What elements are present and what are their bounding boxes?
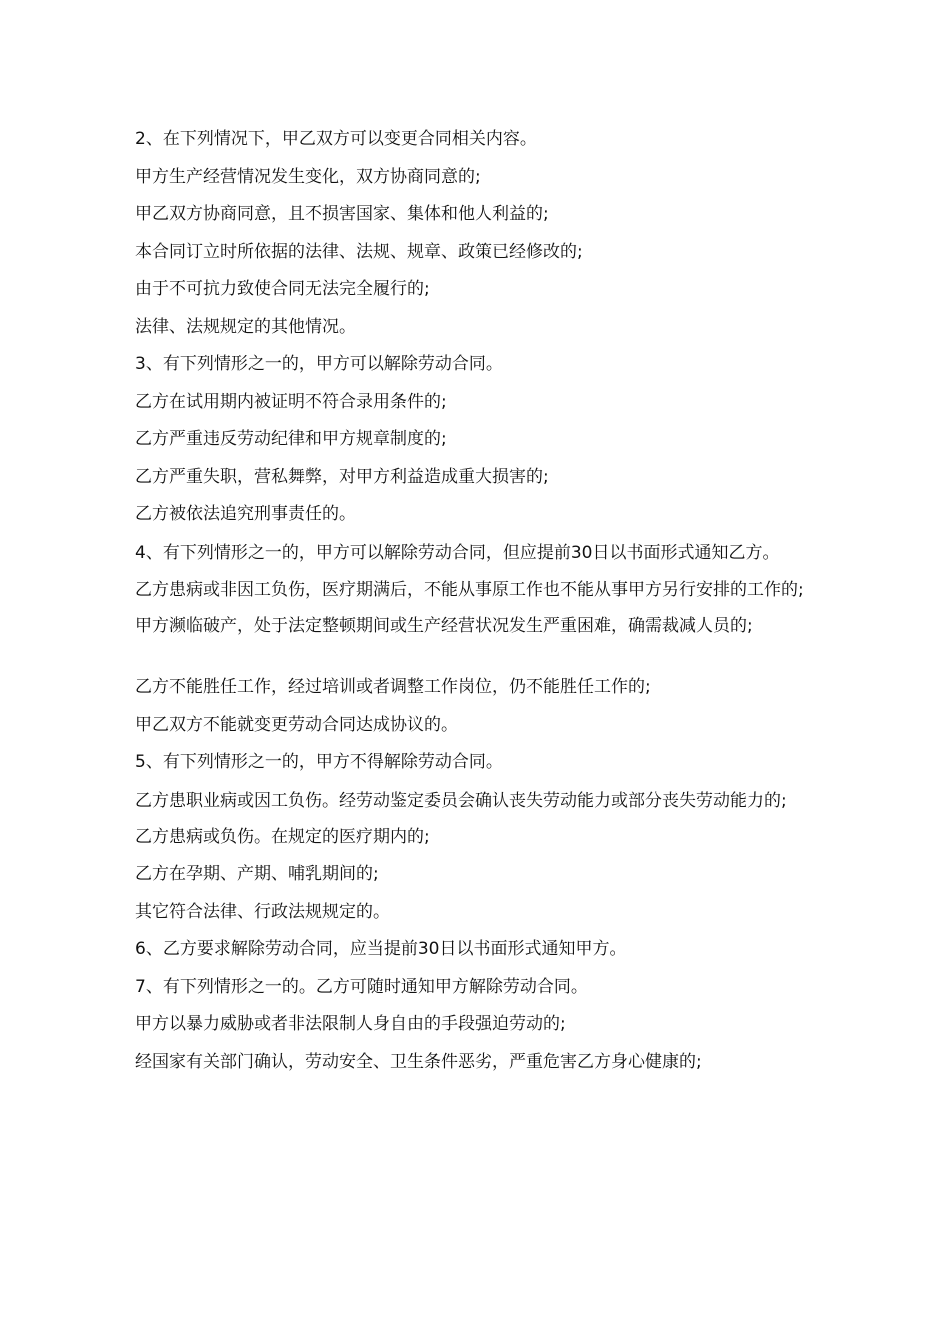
list-item: 乙方在孕期、产期、哺乳期间的; xyxy=(135,864,379,884)
list-item: 法律、法规规定的其他情况。 xyxy=(135,316,356,337)
list-item: 其它符合法律、行政法规规定的。 xyxy=(135,901,390,922)
list-item: 乙方患职业病或因工负伤。经劳动鉴定委员会确认丧失劳动能力或部分丧失劳动能力的; xyxy=(135,790,787,811)
clause-6-heading: 6、乙方要求解除劳动合同，应当提前30日以书面形式通知甲方。 xyxy=(135,939,627,959)
clause-7-heading: 7、有下列情形之一的。乙方可随时通知甲方解除劳动合同。 xyxy=(135,976,588,997)
clause-2-heading: 2、在下列情况下，甲乙双方可以变更合同相关内容。 xyxy=(135,129,537,149)
list-item: 甲乙双方协商同意，且不损害国家、集体和他人利益的; xyxy=(135,204,549,224)
clause-5-heading: 5、有下列情形之一的，甲方不得解除劳动合同。 xyxy=(135,752,503,772)
clause-4-heading: 4、有下列情形之一的，甲方可以解除劳动合同，但应提前30日以书面形式通知乙方。 xyxy=(135,542,780,563)
list-item: 乙方严重失职，营私舞弊，对甲方利益造成重大损害的; xyxy=(135,466,549,487)
list-item: 乙方在试用期内被证明不符合录用条件的; xyxy=(135,391,447,412)
paragraph-gap xyxy=(116,645,838,669)
list-item: 甲乙双方不能就变更劳动合同达成协议的。 xyxy=(135,714,458,735)
list-item: 乙方患病或非因工负伤，医疗期满后，不能从事原工作也不能从事甲方另行安排的工作的; xyxy=(135,579,804,600)
list-item: 乙方不能胜任工作，经过培训或者调整工作岗位，仍不能胜任工作的; xyxy=(135,677,651,697)
document-body xyxy=(116,121,838,1081)
list-item: 本合同订立时所依据的法律、法规、规章、政策已经修改的; xyxy=(135,241,583,262)
list-item: 由于不可抗力致使合同无法完全履行的; xyxy=(135,279,430,299)
list-item: 乙方被依法追究刑事责任的。 xyxy=(135,504,356,524)
list-item: 乙方严重违反劳动纪律和甲方规章制度的; xyxy=(135,429,447,449)
list-item: 甲方以暴力威胁或者非法限制人身自由的手段强迫劳动的; xyxy=(135,1014,566,1034)
list-item: 乙方患病或负伤。在规定的医疗期内的; xyxy=(135,826,430,847)
list-item: 甲方濒临破产，处于法定整顿期间或生产经营状况发生严重困难，确需裁减人员的; xyxy=(135,615,753,636)
clause-3-heading: 3、有下列情形之一的，甲方可以解除劳动合同。 xyxy=(135,354,503,374)
list-item: 经国家有关部门确认，劳动安全、卫生条件恶劣，严重危害乙方身心健康的; xyxy=(135,1051,702,1072)
list-item: 甲方生产经营情况发生变化，双方协商同意的; xyxy=(135,166,481,187)
